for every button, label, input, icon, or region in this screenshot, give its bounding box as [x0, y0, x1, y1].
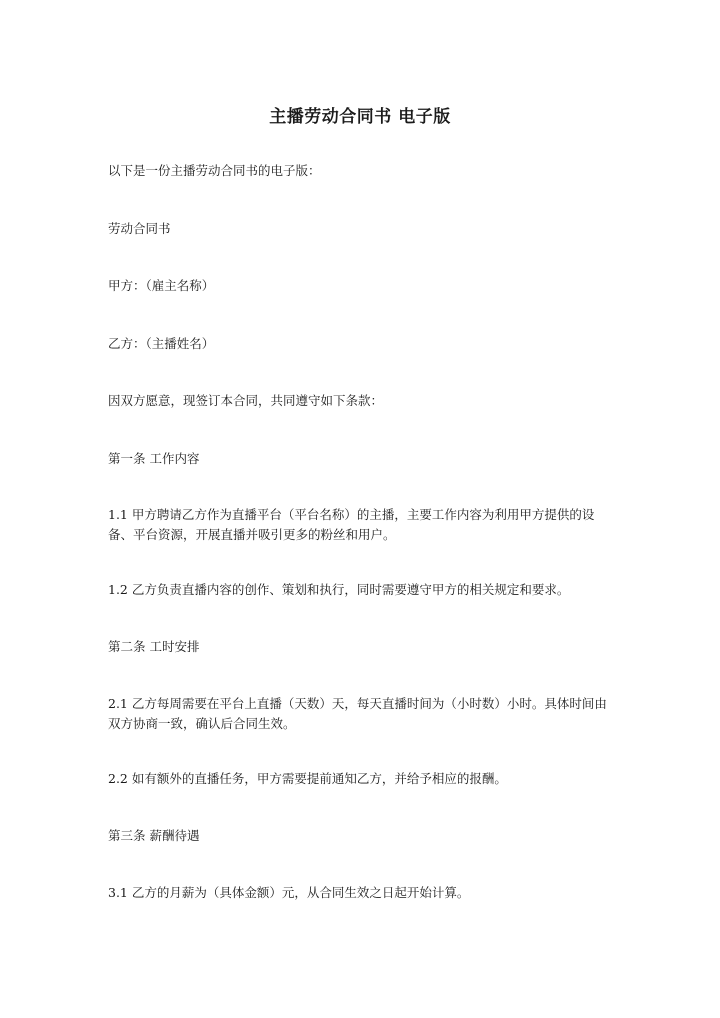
article-2-heading: 第二条 工时安排 [108, 639, 200, 654]
article-1-heading: 第一条 工作内容 [108, 451, 200, 466]
agreement-statement: 因双方愿意，现签订本合同，共同遵守如下条款： [108, 393, 384, 408]
clause-2-2: 2.2 如有额外的直播任务，甲方需要提前通知乙方，并给予相应的报酬。 [108, 771, 507, 786]
contract-heading: 劳动合同书 [108, 221, 171, 236]
clause-2-1: 2.1 乙方每周需要在平台上直播（天数）天，每天直播时间为（小时数）小时。具体时间由双方协商一致，确认后合同生效。 [108, 696, 607, 731]
article-3-heading: 第三条 薪酬待遇 [108, 828, 200, 843]
party-b-line: 乙方：（主播姓名） [108, 336, 215, 351]
document-title: 主播劳动合同书 电子版 [269, 107, 451, 127]
clause-1-2: 1.2 乙方负责直播内容的创作、策划和执行，同时需要遵守甲方的相关规定和要求。 [108, 582, 570, 597]
party-a-line: 甲方：（雇主名称） [108, 278, 215, 293]
clause-1-1: 1.1 甲方聘请乙方作为直播平台（平台名称）的主播，主要工作内容为利用甲方提供的设备、平台资源，开展直播并吸引更多的粉丝和用户。 [108, 507, 595, 542]
intro-line: 以下是一份主播劳动合同书的电子版： [108, 163, 321, 178]
clause-3-1: 3.1 乙方的月薪为（具体金额）元，从合同生效之日起开始计算。 [108, 885, 470, 900]
